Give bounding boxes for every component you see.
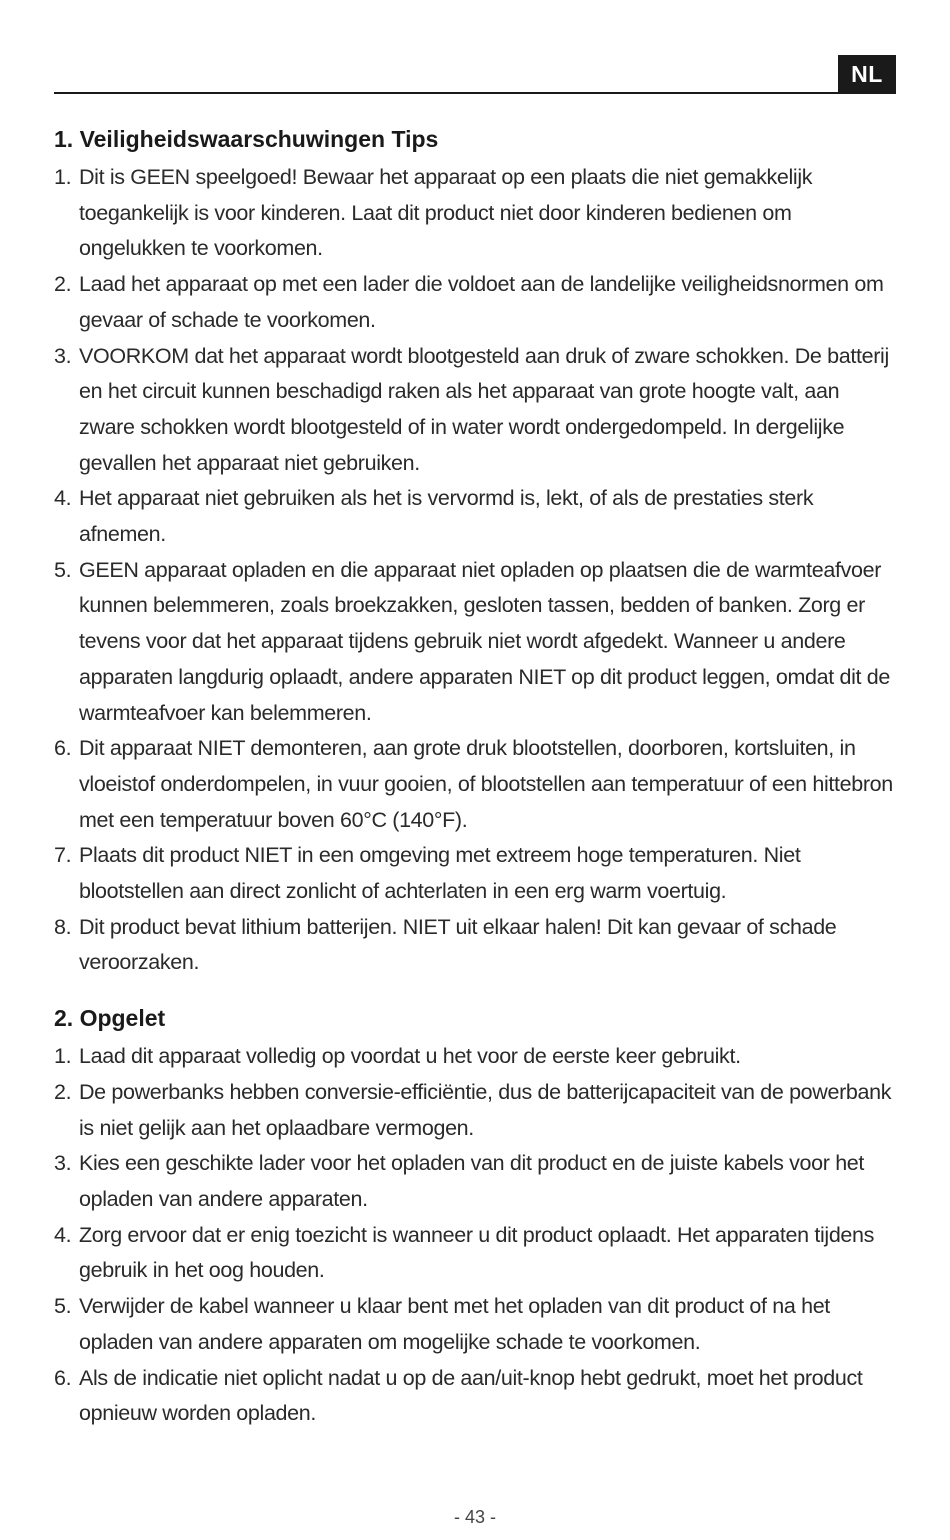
list-item	[54, 1039, 896, 1075]
list-item	[54, 1361, 896, 1432]
list-item-text: De powerbanks hebben conversie-efficiëntie, dus de batterijcapaciteit van de powerbank is niet gelijk aan het oplaadbare vermogen.	[79, 1079, 892, 1140]
list-item-text: Plaats dit product NIET in een omgeving met extreem hoge temperaturen. Niet blootstellen aan direct zonlicht of achterlaten in een erg warm voertuig.	[79, 843, 801, 904]
document-body	[54, 122, 896, 1432]
list-item-number: 4.	[54, 486, 72, 511]
list-item	[54, 481, 896, 552]
list-item-text: GEEN apparaat opladen en die apparaat niet opladen op plaatsen die de warmteafvoer kunnen belemmeren, zoals broekzakken, gesloten tassen, bedden of banken. Zorg er tevens voor dat het apparaat tijdens gebruik niet wordt afgedekt. Wanneer u andere apparaten langdurig oplaadt, andere apparaten NIET op dit product leggen, omdat dit de warmteafvoer kan belemmeren.	[79, 557, 890, 725]
list-item-number: 1.	[54, 165, 72, 189]
section-1-title: 1. Veiligheidswaarschuwingen Tips	[54, 126, 439, 152]
list-item-number: 5.	[54, 1294, 72, 1319]
list-item-number: 3.	[54, 1151, 72, 1176]
list-item-text: Zorg ervoor dat er enig toezicht is wanneer u dit product oplaadt. Het apparaten tijdens gebruik in het oog houden.	[79, 1222, 875, 1283]
list-item-text: Dit product bevat lithium batterijen. NIET uit elkaar halen! Dit kan gevaar of schade veroorzaken.	[79, 914, 837, 975]
list-item-number: 1.	[54, 1044, 72, 1069]
header-rule	[54, 92, 896, 94]
list-item-number: 3.	[54, 343, 72, 368]
list-item-text: Laad dit apparaat volledig op voordat u het voor de eerste keer gebruikt.	[79, 1044, 741, 1069]
list-item	[54, 267, 896, 338]
page-number: - 43 -	[453, 1507, 496, 1527]
list-item-number: 6.	[54, 1365, 72, 1390]
list-item	[54, 339, 896, 482]
list-item-text: Laad het apparaat op met een lader die voldoet aan de landelijke veiligheidsnormen om gevaar of schade te voorkomen.	[79, 272, 884, 332]
list-item	[54, 1289, 896, 1360]
list-item-text: Kies een geschikte lader voor het opladen van dit product en de juiste kabels voor het opladen van andere apparaten.	[79, 1151, 865, 1211]
list-item	[54, 1146, 896, 1217]
safety-warnings-list	[54, 160, 896, 981]
list-item	[54, 553, 896, 732]
list-item-text: Als de indicatie niet oplicht nadat u op de aan/uit-knop hebt gedrukt, moet het product opnieuw worden opladen.	[79, 1365, 863, 1426]
list-item-number: 2.	[54, 272, 72, 297]
list-item-text: Dit apparaat NIET demonteren, aan grote druk blootstellen, doorboren, kortsluiten, in vloeistof onderdompelen, in vuur gooien, of blootstellen aan temperatuur of een hittebron met een temperatuur boven 60°C (140°F).	[79, 736, 893, 832]
list-item-number: 2.	[54, 1079, 72, 1104]
list-item	[54, 910, 896, 981]
list-item-text: Dit is GEEN speelgoed! Bewaar het apparaat op een plaats die niet gemakkelijk toegankelijk is voor kinderen. Laat dit product niet door kinderen bedienen om ongelukken te voorkomen.	[79, 165, 813, 261]
list-item	[54, 838, 896, 909]
list-item-text: Het apparaat niet gebruiken als het is vervormd is, lekt, of als de prestaties sterk afnemen.	[79, 486, 814, 547]
list-item	[54, 731, 896, 838]
list-item-number: 7.	[54, 843, 72, 868]
section-2-title: 2. Opgelet	[54, 1005, 166, 1032]
list-item-number: 6.	[54, 736, 72, 761]
caution-list	[54, 1039, 896, 1432]
list-item-number: 5.	[54, 557, 72, 582]
list-item-text: Verwijder de kabel wanneer u klaar bent met het opladen van dit product of na het opladen van andere apparaten om mogelijke schade te voorkomen.	[79, 1294, 830, 1354]
list-item	[54, 1075, 896, 1146]
list-item	[54, 160, 896, 267]
language-badge: NL	[838, 55, 896, 94]
list-item-number: 8.	[54, 914, 72, 939]
list-item-text: VOORKOM dat het apparaat wordt blootgesteld aan druk of zware schokken. De batterij en het circuit kunnen beschadigd raken als het apparaat van grote hoogte valt, aan zware schokken wordt blootgesteld of in water wordt ondergedompeld. In dergelijke gevallen het apparaat niet gebruiken.	[79, 343, 889, 475]
list-item	[54, 1218, 896, 1289]
list-item-number: 4.	[54, 1222, 72, 1247]
